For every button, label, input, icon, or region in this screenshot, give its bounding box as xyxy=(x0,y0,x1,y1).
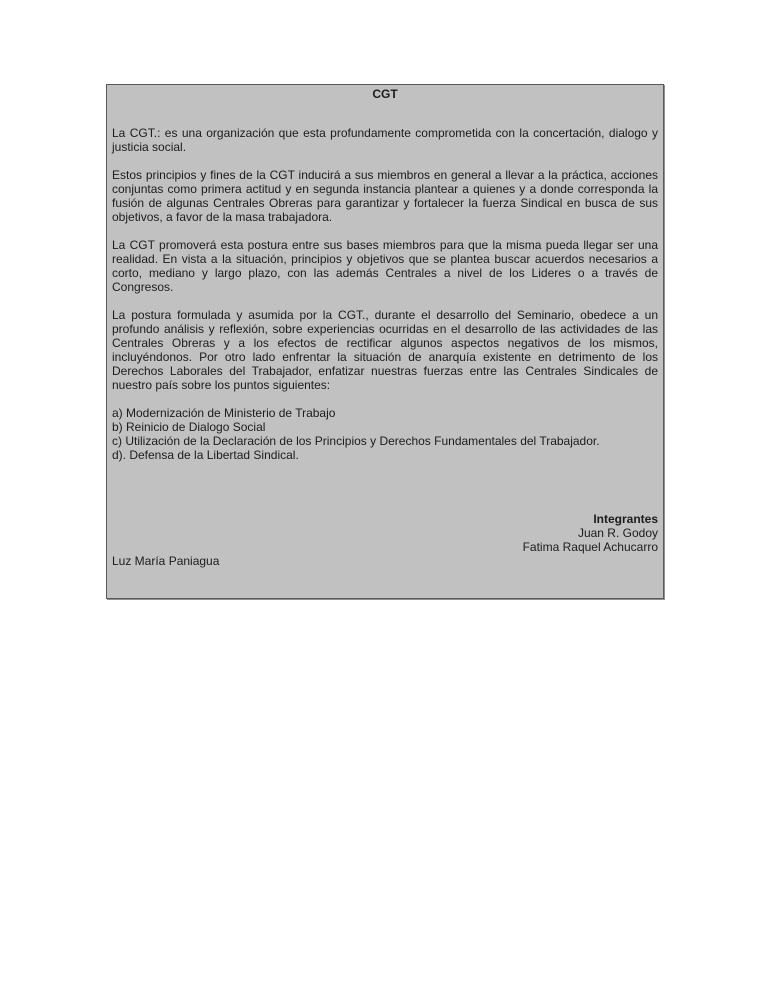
points-list xyxy=(112,406,658,462)
paragraph-seminario: La postura formulada y asumida por la CGT., durante el desarrollo del Seminario, obedece a un profundo análisis y reflexión, sobre experiencias ocurridas en el desarrollo de las actividades de las Centrales Obreras y a los efectos de rectificar algunos aspectos negativos de los mismos, incluyéndonos. Por otro lado enfrentar la situación de anarquía existente en detrimento de los Derechos Laborales del Trabajador, enfatizar nuestras fuerzas entre las Centrales Sindicales de nuestro país sobre los puntos siguientes: xyxy=(112,308,658,392)
paragraph-intro: La CGT.: es una organización que esta profundamente comprometida con la concertación, dialogo y justicia social. xyxy=(112,126,658,154)
list-item-c: c) Utilización de la Declaración de los Principios y Derechos Fundamentales del Trabajador. xyxy=(112,434,600,448)
paragraph-principles: Estos principios y fines de la CGT inducirá a sus miembros en general a llevar a la práctica, acciones conjuntas como primera actitud y en segunda instancia plantear a quienes y a donde corresponda la fusión de algunas Centrales Obreras para garantizar y fortalecer la fuerza Sindical en busca de sus objetivos, a favor de la masa trabajadora. xyxy=(112,168,658,224)
document-title: CGT xyxy=(372,87,398,101)
document-panel xyxy=(106,84,664,599)
members-block xyxy=(112,512,658,568)
paragraph-postura: La CGT promoverá esta postura entre sus bases miembros para que la misma pueda llegar ser una realidad. En vista a la situación, principios y objetivos que se plantea buscar acuerdos necesarios a corto, mediano y largo plazo, con las además Centrales a nivel de los Lideres o a través de Congresos. xyxy=(112,238,658,294)
member-name: Fatima Raquel Achucarro xyxy=(522,540,658,554)
list-item-a: a) Modernización de Ministerio de Trabajo xyxy=(112,406,336,420)
list-item-d: d). Defensa de la Libertad Sindical. xyxy=(112,448,299,462)
members-heading: Integrantes xyxy=(593,512,658,526)
member-name: Luz María Paniagua xyxy=(112,554,220,568)
member-name: Juan R. Godoy xyxy=(577,526,658,540)
list-item-b: b) Reinicio de Dialogo Social xyxy=(112,420,266,434)
